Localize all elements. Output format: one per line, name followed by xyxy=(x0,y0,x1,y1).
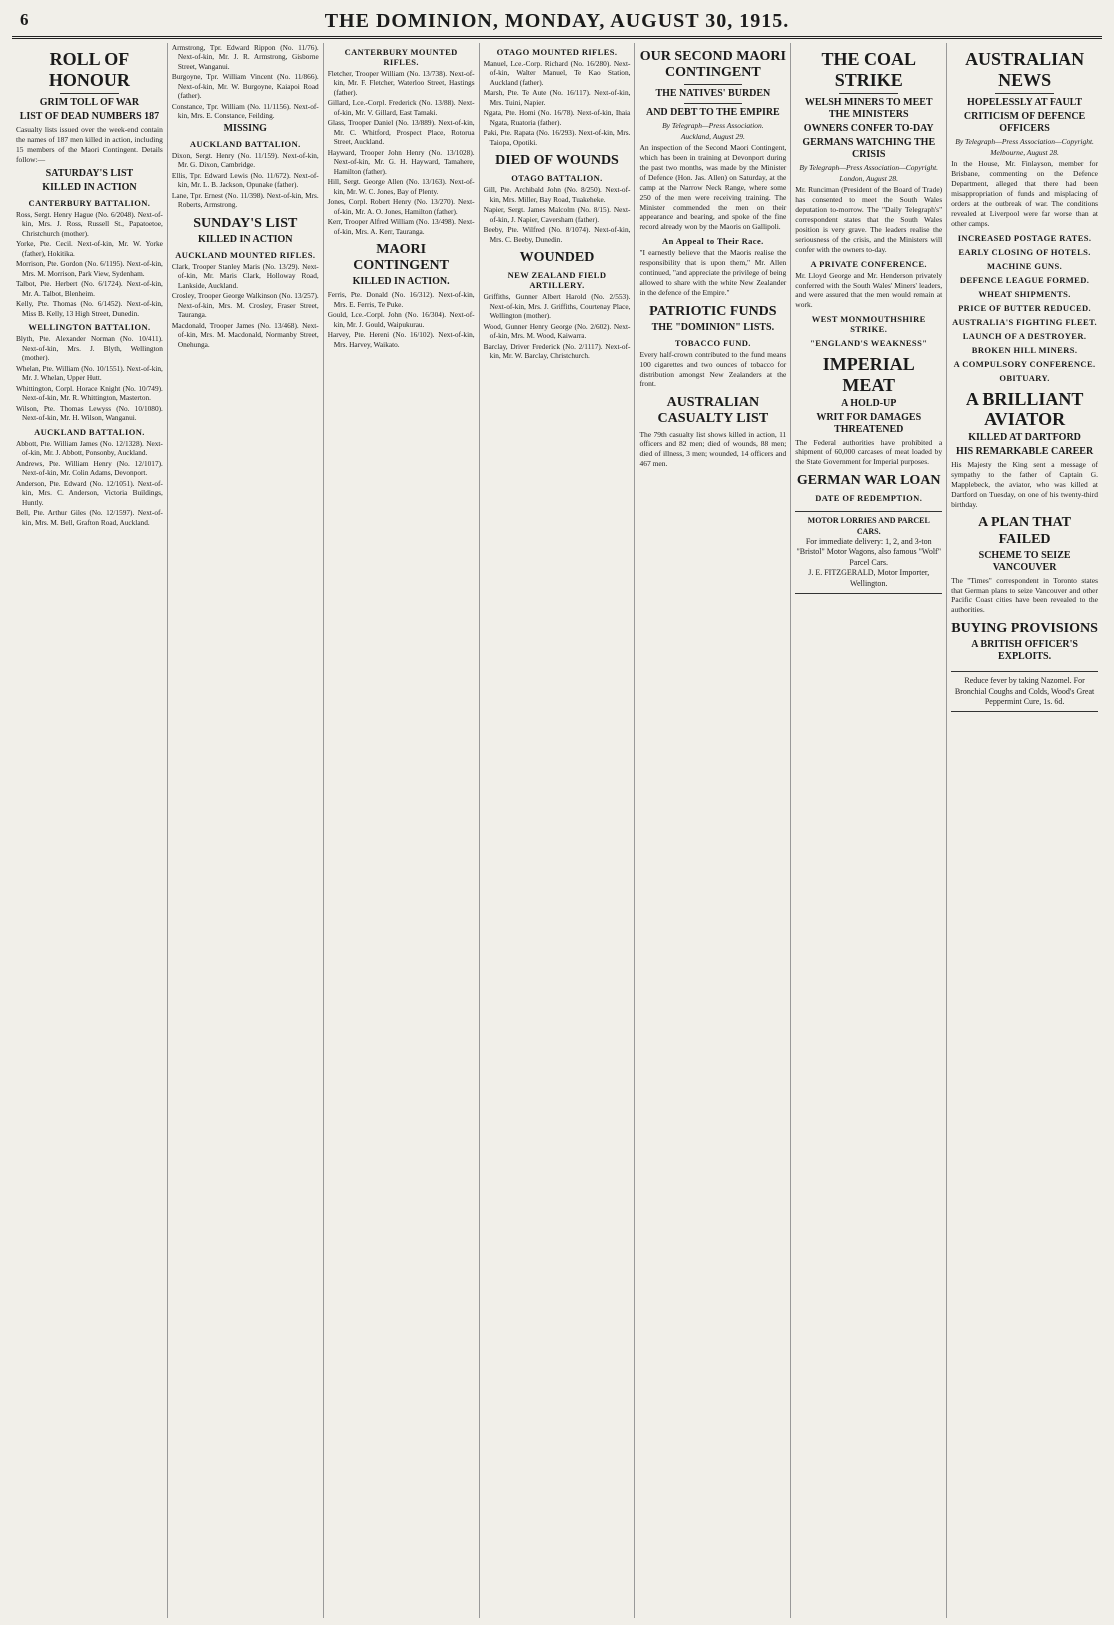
column-6 xyxy=(791,43,947,1618)
headline-imperial-meat: IMPERIAL MEAT xyxy=(822,354,915,395)
section-heading: WELLINGTON BATTALION. xyxy=(28,322,151,333)
article-body: Mr. Runciman (President of the Board of Trade) has consented to meet the South Wales deputation to-morrow. The "Daily Telegraph's" correspondent states that the South Wales position is very grave. The leaders realise the seriousness of the crisis, and the Ministers will confer with the owners to-day. xyxy=(795,185,943,254)
subhead: GRIM TOLL OF WAR xyxy=(39,97,140,109)
casualty-entry: Dixon, Sergt. Henry (No. 11/159). Next-of-kin, Mr. G. Dixon, Cambridge. xyxy=(171,150,319,170)
casualty-entry: Beeby, Pte. Wilfred (No. 8/1074). Next-of-kin, Mrs. C. Beeby, Dunedin. xyxy=(483,225,631,244)
headline-patriotic-funds: PATRIOTIC FUNDS xyxy=(649,303,777,319)
casualty-entry: Ross, Sergt. Henry Hague (No. 6/2048). Next-of-kin, Mrs. J. Ross, Russell St., Papatoetoe, Christchurch (mother). xyxy=(16,209,163,238)
section-heading: OTAGO MOUNTED RIFLES. xyxy=(496,47,618,57)
casualty-entry: Burgoyne, Tpr. William Vincent (No. 11/866). Next-of-kin, Mr. W. Burgoyne, Kaiapoi Road (father). xyxy=(171,72,319,101)
headline-sundays-list: SUNDAY'S LIST xyxy=(193,215,298,231)
headline-coal-strike: THE COAL STRIKE xyxy=(821,49,916,90)
subhead: THE NATIVES' BURDEN xyxy=(655,88,771,100)
section-heading: EARLY CLOSING OF HOTELS. xyxy=(958,246,1091,257)
casualty-entry: Abbott, Pte. William James (No. 12/1328). Next-of-kin, Mr. J. Abbott, Ponsonby, Auckland. xyxy=(16,438,163,458)
article-body: Mr. Lloyd George and Mr. Henderson privately conferred with the South Wales' Miners' leaders, and were assured that the men would remain at work. xyxy=(795,270,943,310)
section-heading: DATE OF REDEMPTION. xyxy=(815,493,923,504)
casualty-entry: Hill, Sergt. George Allen (No. 13/163). Next-of-kin, Mr. W. C. Jones, Bay of Plenty. xyxy=(327,177,475,196)
casualty-entry: Lane, Tpr. Ernest (No. 11/398). Next-of-kin, Mrs. Roberts, Armstrong. xyxy=(171,190,319,210)
headline-plan-failed: A PLAN THAT FAILED xyxy=(978,515,1071,547)
subhead: CRITICISM OF DEFENCE OFFICERS xyxy=(963,111,1086,135)
subhead: SCHEME TO SEIZE VANCOUVER xyxy=(978,549,1071,573)
casualty-entry: Blyth, Pte. Alexander Norman (No. 10/411). Next-of-kin, Mrs. J. Blyth, Wellington (mother). xyxy=(16,334,163,363)
headline-died-of-wounds: DIED OF WOUNDS xyxy=(495,153,619,169)
headline-german-war-loan: GERMAN WAR LOAN xyxy=(796,473,941,489)
agency-line: By Telegraph—Press Association—Copyright. xyxy=(799,163,939,173)
article-body: The 79th casualty list shows killed in action, 11 officers and 82 men; died of wounds, 88 men; died of illness, 3 men; wounded, 14 officers and 467 men. xyxy=(639,429,787,469)
casualty-entry: Gill, Pte. Archibald John (No. 8/250). Next-of-kin, Mrs. Miller, Bay Road, Tuakeheke. xyxy=(483,185,631,204)
subhead: KILLED IN ACTION xyxy=(42,181,137,193)
section-heading: A COMPULSORY CONFERENCE. xyxy=(953,358,1096,369)
section-heading: AUCKLAND BATTALION. xyxy=(189,138,301,149)
casualty-entry: Gould, Lce.-Corpl. John (No. 16/304). Next-of-kin, Mr. J. Gould, Waipukurau. xyxy=(327,310,475,329)
ad-heading: MOTOR LORRIES AND PARCEL CARS. xyxy=(807,516,930,536)
section-heading: A PRIVATE CONFERENCE. xyxy=(810,258,927,269)
section-heading: INCREASED POSTAGE RATES. xyxy=(957,232,1092,243)
dateline: Melbourne, August 28. xyxy=(990,148,1059,158)
casualty-entry: Manuel, Lce.-Corp. Richard (No. 16/280). Next-of-kin, Walter Manuel, Te Kao Station, Auckland (father). xyxy=(483,59,631,87)
headline-maori-contingent: MAORI CONTINGENT xyxy=(353,242,449,274)
subhead: KILLED AT DARTFORD xyxy=(968,431,1081,443)
rule xyxy=(995,93,1054,94)
article-body: His Majesty the King sent a message of sympathy to the father of Captain G. Mapplebeck, the aviator, who was killed at Dartford on Tuesday, on one of his twenty-third birthday. xyxy=(951,459,1099,509)
casualty-entry: Glass, Trooper Daniel (No. 13/889). Next-of-kin, Mr. C. Whitford, Prospect Place, Rotorua Street, Auckland. xyxy=(327,118,475,147)
newspaper-title: THE DOMINION, MONDAY, AUGUST 30, 1915. xyxy=(324,9,790,32)
article-body: Every half-crown contributed to the fund means 100 cigarettes and two ounces of tobacco for distribution amongst New Zealanders at the front. xyxy=(639,349,787,389)
article-body: The "Times" correspondent in Toronto states that German plans to seize Vancouver and other Pacific Coast cities have been revealed to the authorities. xyxy=(951,575,1099,615)
casualty-entry: Morrison, Pte. Gordon (No. 6/1195). Next-of-kin, Mrs. M. Morrison, Park View, Sydenham. xyxy=(16,259,163,278)
column-7 xyxy=(947,43,1102,1618)
subhead: WRIT FOR DAMAGES THREATENED xyxy=(816,411,922,435)
headline-wounded: WOUNDED xyxy=(519,250,595,266)
casualty-entry: Gillard, Lce.-Corpl. Frederick (No. 13/88). Next-of-kin, Mr. V. Gillard, East Tamaki. xyxy=(327,98,475,117)
casualty-entry: Armstrong, Tpr. Edward Rippon (No. 11/76). Next-of-kin, Mr. J. R. Armstrong, Gisborne Street, Wanganui. xyxy=(171,43,319,71)
article-body: "I earnestly believe that the Maoris realise the responsibility that is upon them," Mr. Allen continued, "and appreciate the privilege of being allowed to share with the white New Zealander in the defence of the Empire." xyxy=(639,248,787,297)
column-3 xyxy=(324,43,480,1618)
casualty-entry: Crosley, Trooper George Walkinson (No. 13/257). Next-of-kin, Mrs. M. Crosley, Fraser Street, Tauranga. xyxy=(171,291,319,320)
rule xyxy=(839,93,898,94)
subhead: HIS REMARKABLE CAREER xyxy=(955,445,1094,457)
column-4 xyxy=(480,43,636,1618)
subhead: SATURDAY'S LIST xyxy=(45,167,134,179)
casualty-entry: Whelan, Pte. William (No. 10/1551). Next-of-kin, Mr. J. Whelan, Upper Hutt. xyxy=(16,363,163,383)
subhead: GERMANS WATCHING THE CRISIS xyxy=(802,137,936,161)
subhead: A BRITISH OFFICER'S EXPLOITS. xyxy=(971,639,1078,663)
subhead: LIST OF DEAD NUMBERS 187 xyxy=(19,111,160,123)
casualty-entry: Kelly, Pte. Thomas (No. 6/1452). Next-of-kin, Miss B. Kelly, 13 High Street, Dunedin. xyxy=(16,299,163,318)
column-1 xyxy=(12,43,168,1618)
section-heading: TOBACCO FUND. xyxy=(674,337,751,348)
column-5 xyxy=(635,43,791,1618)
headline-brilliant-aviator: A BRILLIANT AVIATOR xyxy=(965,388,1084,430)
subhead: OWNERS CONFER TO-DAY xyxy=(803,123,934,135)
casualty-entry: Hayward, Trooper John Henry (No. 13/1028). Next-of-kin, Mr. G. H. Hayward, Tamahere, Hamilton (father). xyxy=(327,147,475,176)
casualty-entry: Constance, Tpr. William (No. 11/1156). Next-of-kin, Mrs. E. Constance, Feilding. xyxy=(171,101,319,121)
casualty-entry: Wood, Gunner Henry George (No. 2/602). Next-of-kin, Mrs. M. Wood, Kaiwarra. xyxy=(483,321,631,341)
advertisement: Reduce fever by taking Nazomel. For Bronchial Coughs and Colds, Wood's Great Peppermint Cure, 1s. 6d. xyxy=(951,671,1098,712)
column-2 xyxy=(168,43,324,1618)
casualty-entry: Anderson, Pte. Edward (No. 12/1051). Next-of-kin, Mrs. C. Anderson, Victoria Buildings, Huntly. xyxy=(16,478,163,507)
article-body: The Federal authorities have prohibited a shipment of 60,000 carcases of meat loaded by the State Government for Imperial purposes. xyxy=(795,437,943,467)
article-body: In the House, Mr. Finlayson, member for Brisbane, commenting on the Defence Department, alleged that there had been misappropriation of funds and misplacing of orders at the outbreak of war. The conditions revealed at Liverpool were far worse than at other camps. xyxy=(951,159,1099,228)
section-heading: BROKEN HILL MINERS. xyxy=(971,344,1078,355)
casualty-entry: Ferris, Pte. Donald (No. 16/312). Next-of-kin, Mrs. E. Ferris, Te Puke. xyxy=(327,290,475,309)
section-heading: AUSTRALIA'S FIGHTING FLEET. xyxy=(952,316,1098,327)
section-heading: CANTERBURY MOUNTED RIFLES. xyxy=(344,47,458,67)
casualty-entry: Fletcher, Trooper William (No. 13/738). Next-of-kin, Mr. F. Fletcher, Waterloo Street, Hastings (father). xyxy=(327,69,475,97)
section-heading: AUCKLAND BATTALION. xyxy=(34,426,145,437)
section-heading: "ENGLAND'S WEAKNESS" xyxy=(810,338,928,349)
subhead: HOPELESSLY AT FAULT xyxy=(967,97,1083,109)
headline-maori-contingent: OUR SECOND MAORI CONTINGENT xyxy=(639,49,786,81)
section-heading: An Appeal to Their Race. xyxy=(662,236,764,247)
headline-buying-provisions: BUYING PROVISIONS xyxy=(951,621,1098,637)
casualty-entry: Harvey, Pte. Hereni (No. 16/102). Next-of-kin, Mrs. Harvey, Waikato. xyxy=(327,330,475,349)
casualty-entry: Clark, Trooper Stanley Maris (No. 13/29). Next-of-kin, Mr. Maris Clark, Holloway Road, Lankside, Auckland. xyxy=(171,261,319,290)
subhead: A HOLD-UP xyxy=(841,397,897,409)
agency-line: By Telegraph—Press Association. xyxy=(662,121,764,131)
section-heading: OTAGO BATTALION. xyxy=(511,173,603,184)
casualty-entry: Kerr, Trooper Alfred William (No. 13/498). Next-of-kin, Mrs. A. Kerr, Tauranga. xyxy=(327,217,475,236)
headline-roll-of-honour: ROLL OF HONOUR xyxy=(48,49,130,90)
subhead: AND DEBT TO THE EMPIRE xyxy=(645,107,780,119)
ad-text: J. E. FITZGERALD, Motor Importer, Wellington. xyxy=(808,568,930,588)
masthead xyxy=(12,6,1102,39)
rule xyxy=(684,84,743,85)
advertisement xyxy=(795,511,942,594)
casualty-entry: Ngata, Pte. Homi (No. 16/78). Next-of-kin, Ihaia Ngata, Ruatoria (father). xyxy=(483,108,631,127)
casualty-entry: Yorke, Pte. Cecil. Next-of-kin, Mr. W. Yorke (father), Hokitika. xyxy=(16,239,163,258)
casualty-entry: Marsh, Pte. Te Aute (No. 16/117). Next-of-kin, Mrs. Tuini, Napier. xyxy=(483,88,631,107)
casualty-entry: Talbot, Pte. Herbert (No. 6/1724). Next-of-kin, Mr. A. Talbot, Blenheim. xyxy=(16,279,163,298)
subhead: KILLED IN ACTION. xyxy=(352,276,450,288)
casualty-entry: Jones, Corpl. Robert Henry (No. 13/270). Next-of-kin, Mr. A. O. Jones, Hamilton (father). xyxy=(327,197,475,216)
rule xyxy=(60,93,119,94)
section-heading: PRICE OF BUTTER REDUCED. xyxy=(958,302,1092,313)
dateline: London, August 28. xyxy=(839,174,899,184)
subhead-missing: MISSING xyxy=(223,122,267,134)
subhead: THE "DOMINION" LISTS. xyxy=(651,321,775,333)
article-intro: Casualty lists issued over the week-end contain the names of 187 men killed in action, including 15 members of the Maori Contingent. Details follow:— xyxy=(16,125,163,165)
section-heading: WEST MONMOUTHSHIRE STRIKE. xyxy=(811,314,926,335)
columns xyxy=(12,43,1102,1618)
casualty-entry: Bell, Pte. Arthur Giles (No. 12/1597). Next-of-kin, Mrs. M. Bell, Grafton Road, Auckland. xyxy=(16,508,163,527)
section-heading: LAUNCH OF A DESTROYER. xyxy=(962,330,1087,341)
agency-line: By Telegraph—Press Association—Copyright. xyxy=(955,137,1094,147)
casualty-entry: Wilson, Pte. Thomas Lewyss (No. 10/1080). Next-of-kin, Mr. H. Wilson, Wanganui. xyxy=(16,403,163,423)
casualty-entry: Paki, Pte. Rapata (No. 16/293). Next-of-kin, Mrs. Taiopa, Opotiki. xyxy=(483,128,631,147)
dateline: Auckland, August 29. xyxy=(680,132,745,142)
subhead: WELSH MINERS TO MEET THE MINISTERS xyxy=(804,97,933,121)
section-heading: DEFENCE LEAGUE FORMED. xyxy=(959,274,1090,285)
rule xyxy=(684,103,743,104)
casualty-entry: Andrews, Pte. William Henry (No. 12/1017). Next-of-kin, Mr. Colin Adams, Devonport. xyxy=(16,458,163,478)
casualty-entry: Napier, Sergt. James Malcolm (No. 8/15). Next-of-kin, J. Napier, Caversham (father). xyxy=(483,205,631,224)
ad-text: For immediate delivery: 1, 2, and 3-ton "Bristol" Motor Wagons, also famous "Wolf" Parcel Cars. xyxy=(796,537,941,567)
section-heading: NEW ZEALAND FIELD ARTILLERY. xyxy=(507,270,607,291)
page-number: 6 xyxy=(20,10,29,29)
casualty-entry: Whittington, Corpl. Horace Knight (No. 10/749). Next-of-kin, Mr. R. Whittington, Masterton. xyxy=(16,383,163,403)
headline-australian-news: AUSTRALIAN NEWS xyxy=(965,49,1085,90)
casualty-entry: Griffiths, Gunner Albert Harold (No. 2/553). Next-of-kin, Mrs. J. Griffiths, Courtenay Place, Wellington (mother). xyxy=(483,292,631,321)
subhead: KILLED IN ACTION xyxy=(198,233,293,245)
section-heading: AUCKLAND MOUNTED RIFLES. xyxy=(175,249,316,260)
casualty-entry: Ellis, Tpr. Edward Lewis (No. 11/672). Next-of-kin, Mr. L. B. Jackson, Opunake (father). xyxy=(171,170,319,190)
casualty-entry: Macdonald, Trooper James (No. 13/468). Next-of-kin, Mrs. M. Macdonald, Normanby Street, Onehunga. xyxy=(171,320,319,349)
section-heading: MACHINE GUNS. xyxy=(987,260,1063,271)
headline-australian-casualty: AUSTRALIAN CASUALTY LIST xyxy=(657,395,769,427)
section-heading: OBITUARY. xyxy=(999,372,1050,383)
article-body: An inspection of the Second Maori Contingent, which has been in training at Devonport during the past two months, was made by the Minister of Defence (Hon. Jas. Allen) on Saturday, at the camp at the Narrow Neck Range, where some 250 of the men were receiving training. The Minister commended the men on their appearance and bearing, and spoke of the fine record already won by the Maoris on Gallipoli. xyxy=(639,143,787,232)
casualty-entry: Barclay, Driver Frederick (No. 2/1117). Next-of-kin, Mr. W. Barclay, Christchurch. xyxy=(483,341,631,361)
section-heading: CANTERBURY BATTALION. xyxy=(28,197,151,208)
section-heading: WHEAT SHIPMENTS. xyxy=(978,288,1071,299)
